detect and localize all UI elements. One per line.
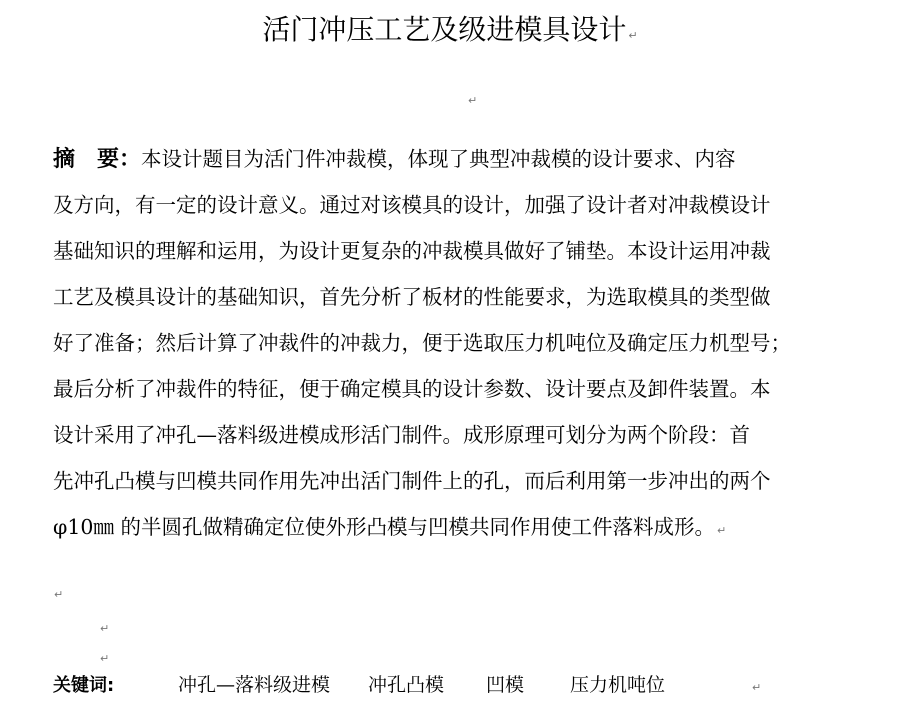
empty-paragraph — [98, 650, 109, 666]
document-title — [0, 10, 900, 56]
empty-paragraph — [52, 586, 63, 602]
abstract-line — [53, 228, 888, 274]
paragraph-mark-icon: ↵ — [54, 588, 64, 601]
abstract-paragraph — [53, 136, 888, 550]
abstract-line-text: 基础知识的理解和运用，为设计更复杂的冲裁模具做好了铺垫。本设计运用冲裁 — [53, 239, 771, 263]
abstract-line — [53, 182, 888, 228]
abstract-line — [53, 504, 888, 550]
empty-paragraph — [466, 92, 477, 108]
abstract-line-text: 先冲孔凸模与凹模共同作用先冲出活门制件上的孔，而后利用第一步冲出的两个 — [53, 469, 771, 493]
abstract-line-text: 工艺及模具设计的基础知识，首先分析了板材的性能要求，为选取模具的类型做 — [53, 285, 771, 309]
abstract-line — [53, 412, 888, 458]
paragraph-mark-icon: ↵ — [468, 94, 478, 107]
abstract-line-text: 本设计题目为活门件冲裁模，体现了典型冲裁模的设计要求、内容 — [141, 147, 736, 171]
abstract-line — [53, 458, 888, 504]
keyword-item: 压力机吨位 — [570, 674, 666, 696]
abstract-line-text: 设计采用了冲孔—落料级进模成形活门制件。成形原理可划分为两个阶段：首 — [53, 423, 750, 447]
keyword-item: 冲孔凸模 — [368, 674, 445, 696]
abstract-line — [53, 366, 888, 412]
keyword-item: 冲孔—落料级进模 — [178, 674, 331, 696]
abstract-line — [53, 274, 888, 320]
abstract-line — [53, 136, 888, 182]
abstract-label: 摘 要： — [53, 147, 142, 172]
keywords-label: 关键词: — [53, 675, 115, 696]
paragraph-mark-icon: ↵ — [100, 622, 110, 635]
paragraph-mark-icon: ↵ — [628, 29, 638, 42]
abstract-line-text: 及方向，有一定的设计意义。通过对该模具的设计，加强了设计者对冲裁模设计 — [53, 193, 771, 217]
abstract-line-text: 好了准备；然后计算了冲裁件的冲裁力，便于选取压力机吨位及确定压力机型号； — [53, 331, 791, 355]
paragraph-mark-icon: ↵ — [100, 652, 110, 665]
keyword-item: 凹模 — [486, 674, 525, 696]
paragraph-mark-icon: ↵ — [716, 524, 727, 537]
abstract-line-text: 最后分析了冲裁件的特征，便于确定模具的设计参数、设计要点及卸件装置。本 — [53, 377, 771, 401]
document-title-text: 活门冲压工艺及级进模具设计 — [262, 13, 627, 46]
keywords-line — [53, 672, 893, 701]
empty-paragraph — [98, 620, 109, 636]
paragraph-mark-icon: ↵ — [752, 681, 762, 694]
abstract-line — [53, 320, 888, 366]
abstract-line-text: φ10㎜ 的半圆孔做精确定位使外形凸模与凹模共同作用使工件落料成形。 — [53, 515, 715, 539]
